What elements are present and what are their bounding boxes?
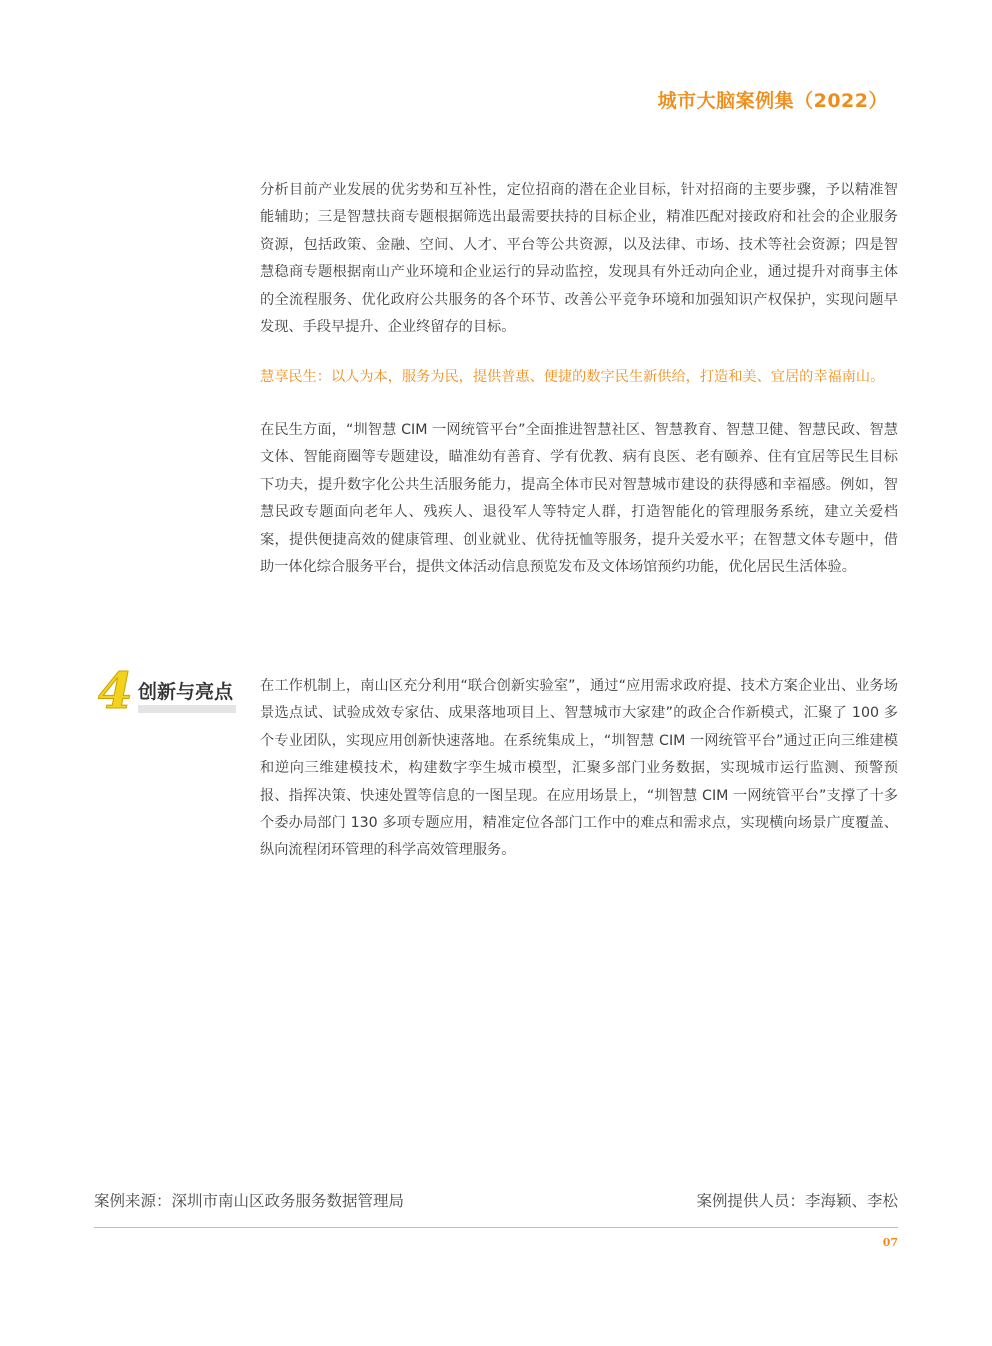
header-title: 城市大脑案例集（2022）: [657, 90, 888, 112]
page-number: 07: [882, 1236, 898, 1249]
section-heading: [94, 664, 239, 716]
section-paragraph: 在工作机制上，南山区充分利用“联合创新实验室”，通过“应用需求政府提、技术方案企业出、业务场景选点试、试验成效专家估、成果落地项目上、智慧城市大家建”的政企合作新模式，汇聚了 100 多个专业团队，实现应用创新快速落地。在系统集成上，“圳智慧 CIM 一网统管平台”通过正向三维建模和逆向三维建模技术，构建数字孪生城市模型，汇聚多部门业务数据，实现城市运行监测、预警预报、指挥决策、快速处置等信息的一图呈现。在应用场景上，“圳智慧 CIM 一网统管平台”支撑了十多个委办局部门 130 多项专题应用，精准定位各部门工作中的难点和需求点，实现横向场景广度覆盖、纵向流程闭环管理的科学高效管理服务。: [260, 678, 898, 859]
number-four-icon: [94, 664, 138, 716]
section-number: 4: [98, 664, 133, 716]
section-underline: [138, 705, 236, 713]
body-paragraph-1: 分析目前产业发展的优劣势和互补性，定位招商的潜在企业目标，针对招商的主要步骤，予以精准智能辅助；三是智慧扶商专题根据筛选出最需要扶持的目标企业，精准匹配对接政府和社会的企业服务资源，包括政策、金融、空间、人才、平台等公共资源，以及法律、市场、技术等社会资源；四是智慧稳商专题根据南山产业环境和企业运行的异动监控，发现具有外迁动向企业，通过提升对商事主体的全流程服务、优化政府公共服务的各个环节、改善公平竞争环境和加强知识产权保护，实现问题早发现、手段早提升、企业终留存的目标。: [260, 182, 898, 336]
case-provider: 案例提供人员：李海颖、李松: [696, 1192, 898, 1210]
footer-divider: [94, 1227, 898, 1228]
highlight-paragraph: 慧享民生：以人为本，服务为民，提供普惠、便捷的数字民生新供给，打造和美、宜居的幸福南山。: [260, 369, 885, 385]
body-paragraph-2: 在民生方面，“圳智慧 CIM 一网统管平台”全面推进智慧社区、智慧教育、智慧卫健、智慧民政、智慧文体、智能商圈等专题建设，瞄准幼有善育、学有优教、病有良医、老有颐养、住有宜居等民生目标下功夫，提升数字化公共生活服务能力，提高全体市民对智慧城市建设的获得感和幸福感。例如，智慧民政专题面向老年人、残疾人、退役军人等特定人群，打造智能化的管理服务系统，建立关爱档案，提供便捷高效的健康管理、创业就业、优待抚恤等服务，提升关爱水平；在智慧文体专题中，借助一体化综合服务平台，提供文体活动信息预览发布及文体场馆预约功能，优化居民生活体验。: [260, 422, 898, 576]
section-title: 创新与亮点: [138, 681, 234, 703]
case-source: 案例来源：深圳市南山区政务服务数据管理局: [94, 1192, 405, 1210]
